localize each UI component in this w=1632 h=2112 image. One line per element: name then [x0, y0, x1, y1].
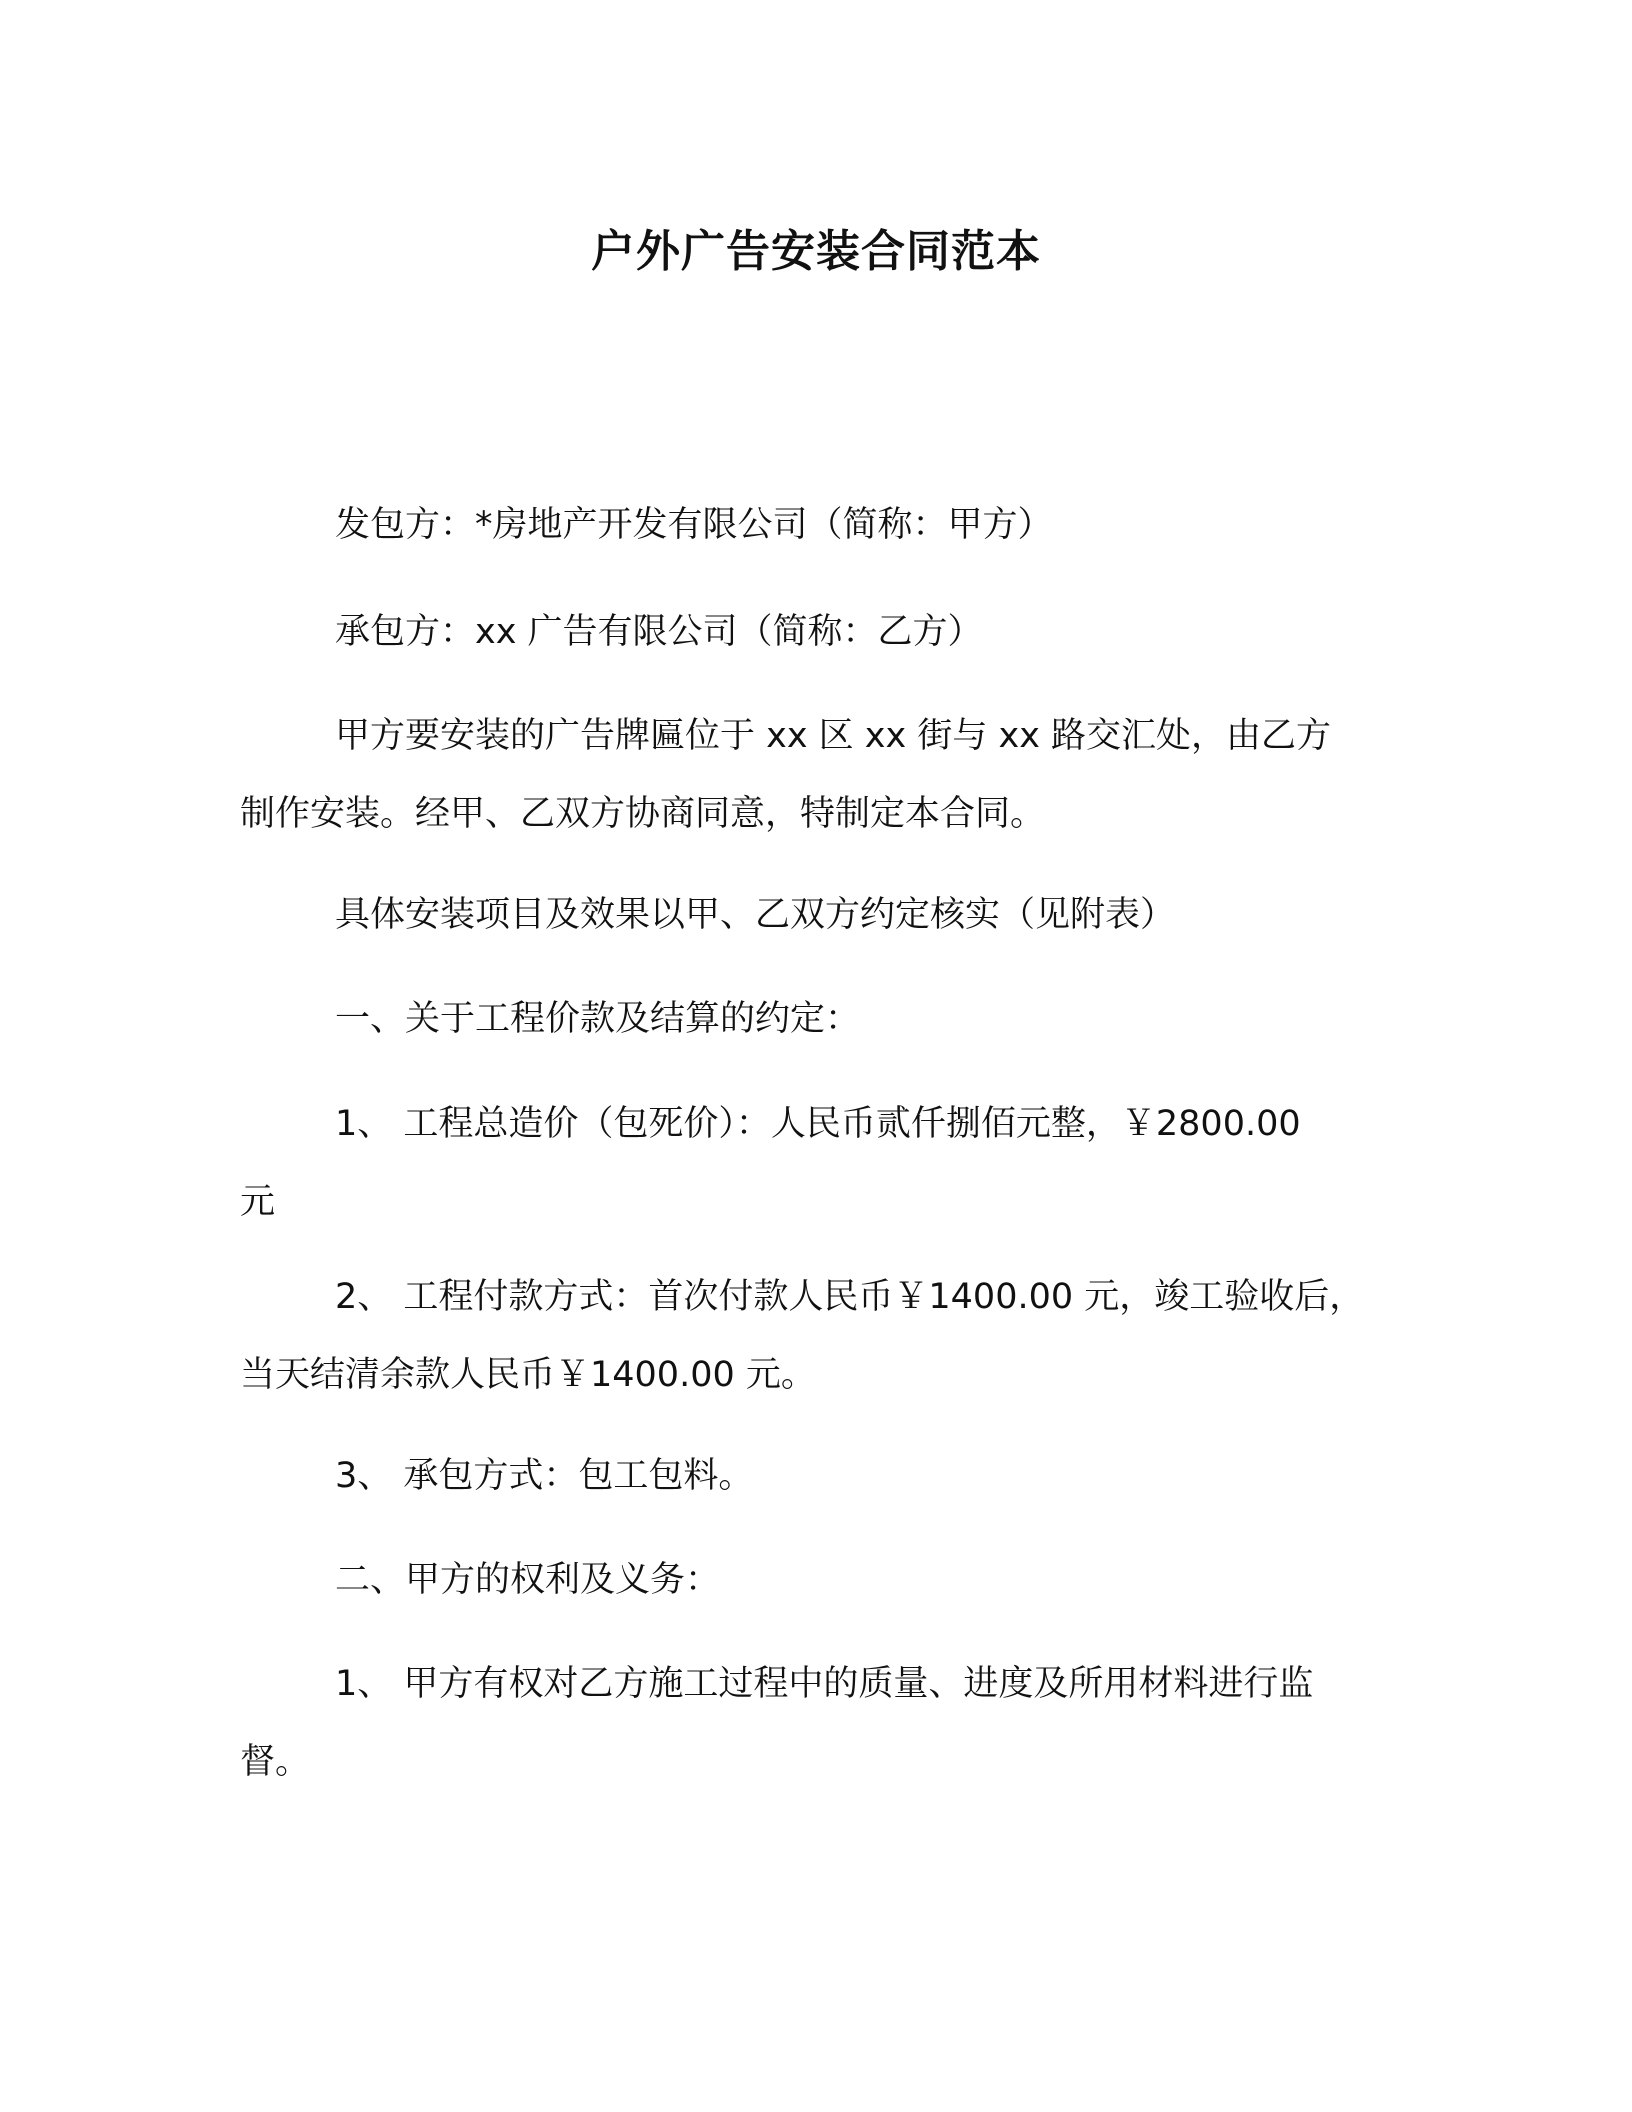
paragraph-line-continued: 制作安装。经甲、乙双方协商同意，特制定本合同。	[240, 794, 1046, 834]
section-heading-payment	[240, 980, 1390, 1058]
section-heading-rights	[240, 1541, 1390, 1619]
paragraph-line: 一、关于工程价款及结算的约定：	[335, 999, 861, 1039]
paragraph-line: 1、 甲方有权对乙方施工过程中的质量、进度及所用材料进行监	[335, 1664, 1314, 1704]
clause-total-price	[240, 1085, 1390, 1241]
paragraph-line: 二、甲方的权利及义务：	[335, 1560, 721, 1600]
paragraph-line-continued: 督。	[240, 1742, 311, 1782]
paragraph-line: 承包方：xx 广告有限公司（简称：乙方）	[335, 612, 983, 652]
paragraph-line-continued: 元	[240, 1182, 276, 1222]
paragraph-line: 1、 工程总造价（包死价）：人民币贰仟捌佰元整，￥2800.00	[335, 1104, 1301, 1144]
clause-contract-mode	[240, 1437, 1390, 1515]
paragraph-line: 3、 承包方式：包工包料。	[335, 1456, 754, 1496]
paragraph-line-continued: 当天结清余款人民币￥1400.00 元。	[240, 1355, 816, 1395]
paragraph-line: 2、 工程付款方式：首次付款人民币￥1400.00 元，竣工验收后，	[335, 1277, 1365, 1317]
paragraph-line: 具体安装项目及效果以甲、乙双方约定核实（见附表）	[335, 895, 1176, 935]
paragraph-location	[240, 697, 1390, 853]
paragraph-line: 发包方：*房地产开发有限公司（简称：甲方）	[335, 505, 1053, 545]
document-title: 户外广告安装合同范本	[591, 226, 1041, 277]
clause-supervision	[240, 1645, 1390, 1801]
paragraph-employer	[240, 486, 1390, 564]
clause-payment-method	[240, 1258, 1390, 1414]
paragraph-line: 甲方要安装的广告牌匾位于 xx 区 xx 街与 xx 路交汇处，由乙方	[335, 716, 1332, 756]
paragraph-contractor	[240, 593, 1390, 671]
paragraph-scope	[240, 876, 1390, 954]
